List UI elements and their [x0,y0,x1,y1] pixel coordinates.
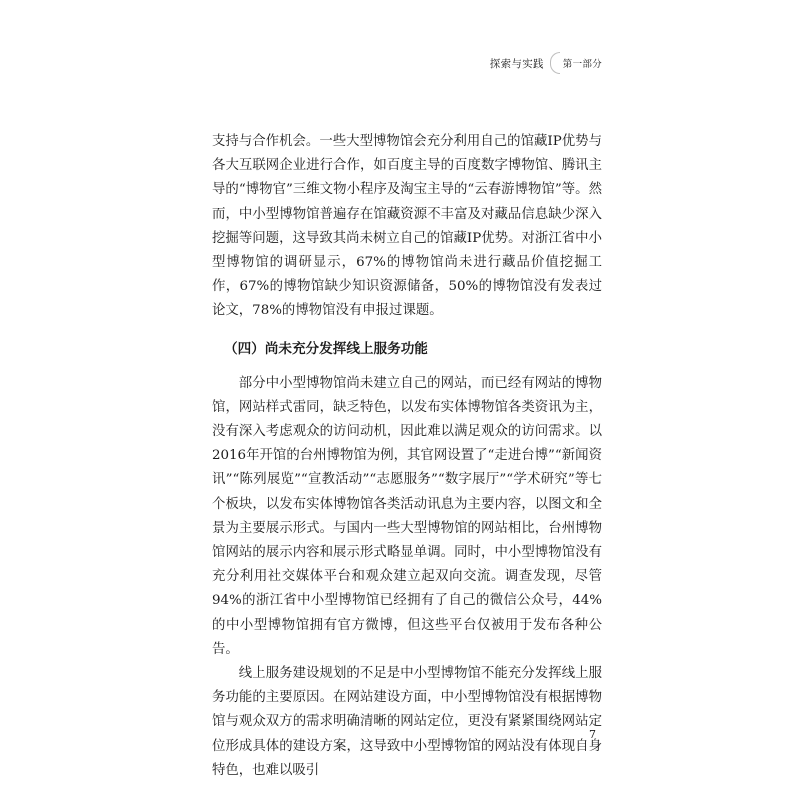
running-header-part-label: 第一部分 [562,59,602,70]
page-body [212,130,602,783]
page-number: 7 [589,728,596,741]
header-divider-curve [550,52,560,74]
body-paragraph: 线上服务建设规划的不足是中小型博物馆不能充分发挥线上服务功能的主要原因。在网站建设方面，中小型博物馆没有根据博物馆与观众双方的需求明确清晰的网站定位，更没有紧紧围绕网站定位形成具体的建设方案，这导致中小型博物馆的网站没有体现自身特色，也难以吸引 [212,666,602,778]
running-header [490,51,602,75]
body-paragraph: 支持与合作机会。一些大型博物馆会充分利用自己的馆藏IP优势与各大互联网企业进行合作，如百度主导的百度数字博物馆、腾讯主导的“博物官”三维文物小程序及淘宝主导的“云春游博物馆”等。然而，中小型博物馆普遍存在馆藏资源不丰富及对藏品信息缺少深入挖掘等问题，这导致其尚未树立自己的馆藏IP优势。对浙江省中小型博物馆的调研显示，67%的博物馆尚未进行藏品价值挖掘工作，67%的博物馆缺少知识资源储备，50%的博物馆没有发表过论文，78%的博物馆没有申报过课题。 [212,134,602,319]
running-header-section-title: 探索与实践 [489,57,544,70]
body-paragraph: 部分中小型博物馆尚未建立自己的网站，而已经有网站的博物馆，网站样式雷同，缺乏特色，以发布实体博物馆各类资讯为主，没有深入考虑观众的访问动机，因此难以满足观众的访问需求。以2016年开馆的台州博物馆为例，其官网设置了“走进台博”“新闻资讯”“陈列展览”“宣教活动”“志愿服务”“数字展厅”“学术研究”等七个板块，以发布实体博物馆各类活动讯息为主要内容，以图文和全景为主要展示形式。与国内一些大型博物馆的网站相比，台州博物馆网站的展示内容和展示形式略显单调。同时，中小型博物馆没有充分利用社交媒体平台和观众建立起双向交流。调查发现，尽管94%的浙江省中小型博物馆已经拥有了自己的微信公众号，44%的中小型博物馆拥有官方微博，但这些平台仅被用于发布各种公告。 [212,375,602,657]
section-heading: （四）尚未充分发挥线上服务功能 [224,340,428,357]
